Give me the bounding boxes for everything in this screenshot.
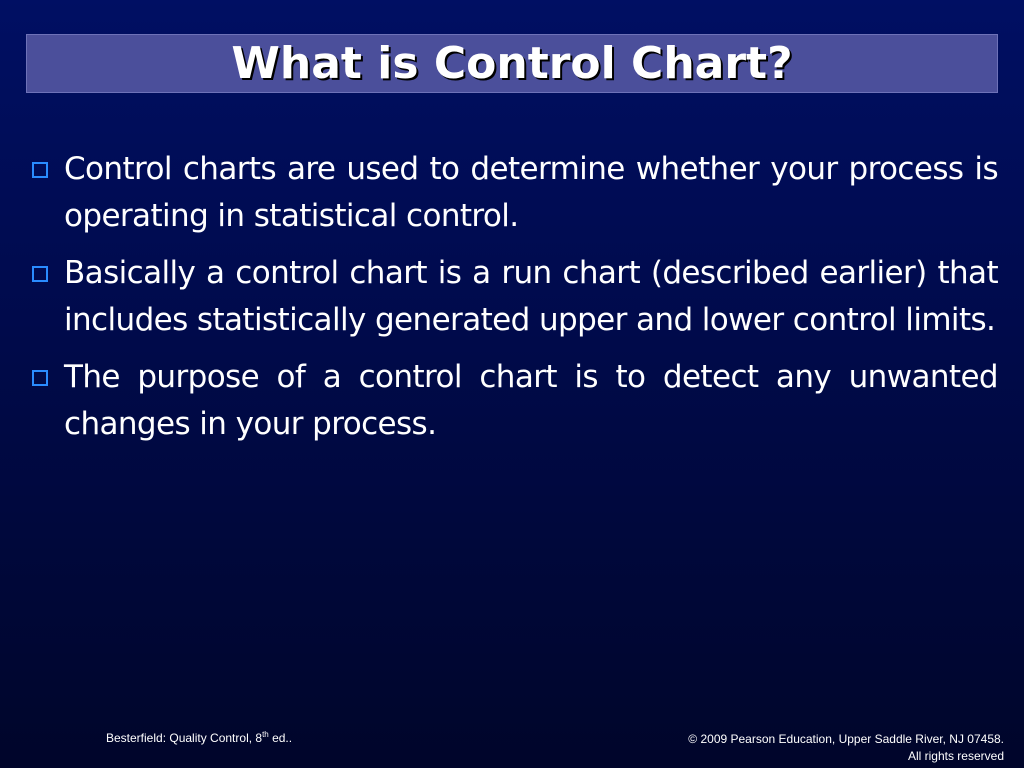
footer-source xyxy=(106,731,292,745)
bullet-text: Control charts are used to determine whether your process is operating in statistical control. xyxy=(64,151,998,234)
hollow-square-icon xyxy=(32,266,48,282)
footer-source-suffix: ed.. xyxy=(268,731,293,745)
footer-source-prefix: Besterfield: Quality Control, 8 xyxy=(106,731,263,745)
slide-title: What is Control Chart? xyxy=(231,38,793,89)
bullet-item xyxy=(32,250,998,344)
bullet-item xyxy=(32,354,998,448)
hollow-square-icon xyxy=(32,370,48,386)
bullet-text: The purpose of a control chart is to detect any unwanted changes in your process. xyxy=(64,359,998,442)
copyright-line-1: © 2009 Pearson Education, Upper Saddle River, NJ 07458. xyxy=(688,732,1004,746)
hollow-square-icon xyxy=(32,162,48,178)
bullet-text: Basically a control chart is a run chart (described earlier) that includes statistically generated upper and lower control limits. xyxy=(64,255,998,338)
bullet-item xyxy=(32,146,998,240)
title-bar xyxy=(26,34,998,93)
footer-source-superscript: th xyxy=(262,730,269,739)
bullet-list xyxy=(32,146,998,458)
footer-copyright xyxy=(688,731,1004,765)
copyright-line-2: All rights reserved xyxy=(907,749,1004,763)
